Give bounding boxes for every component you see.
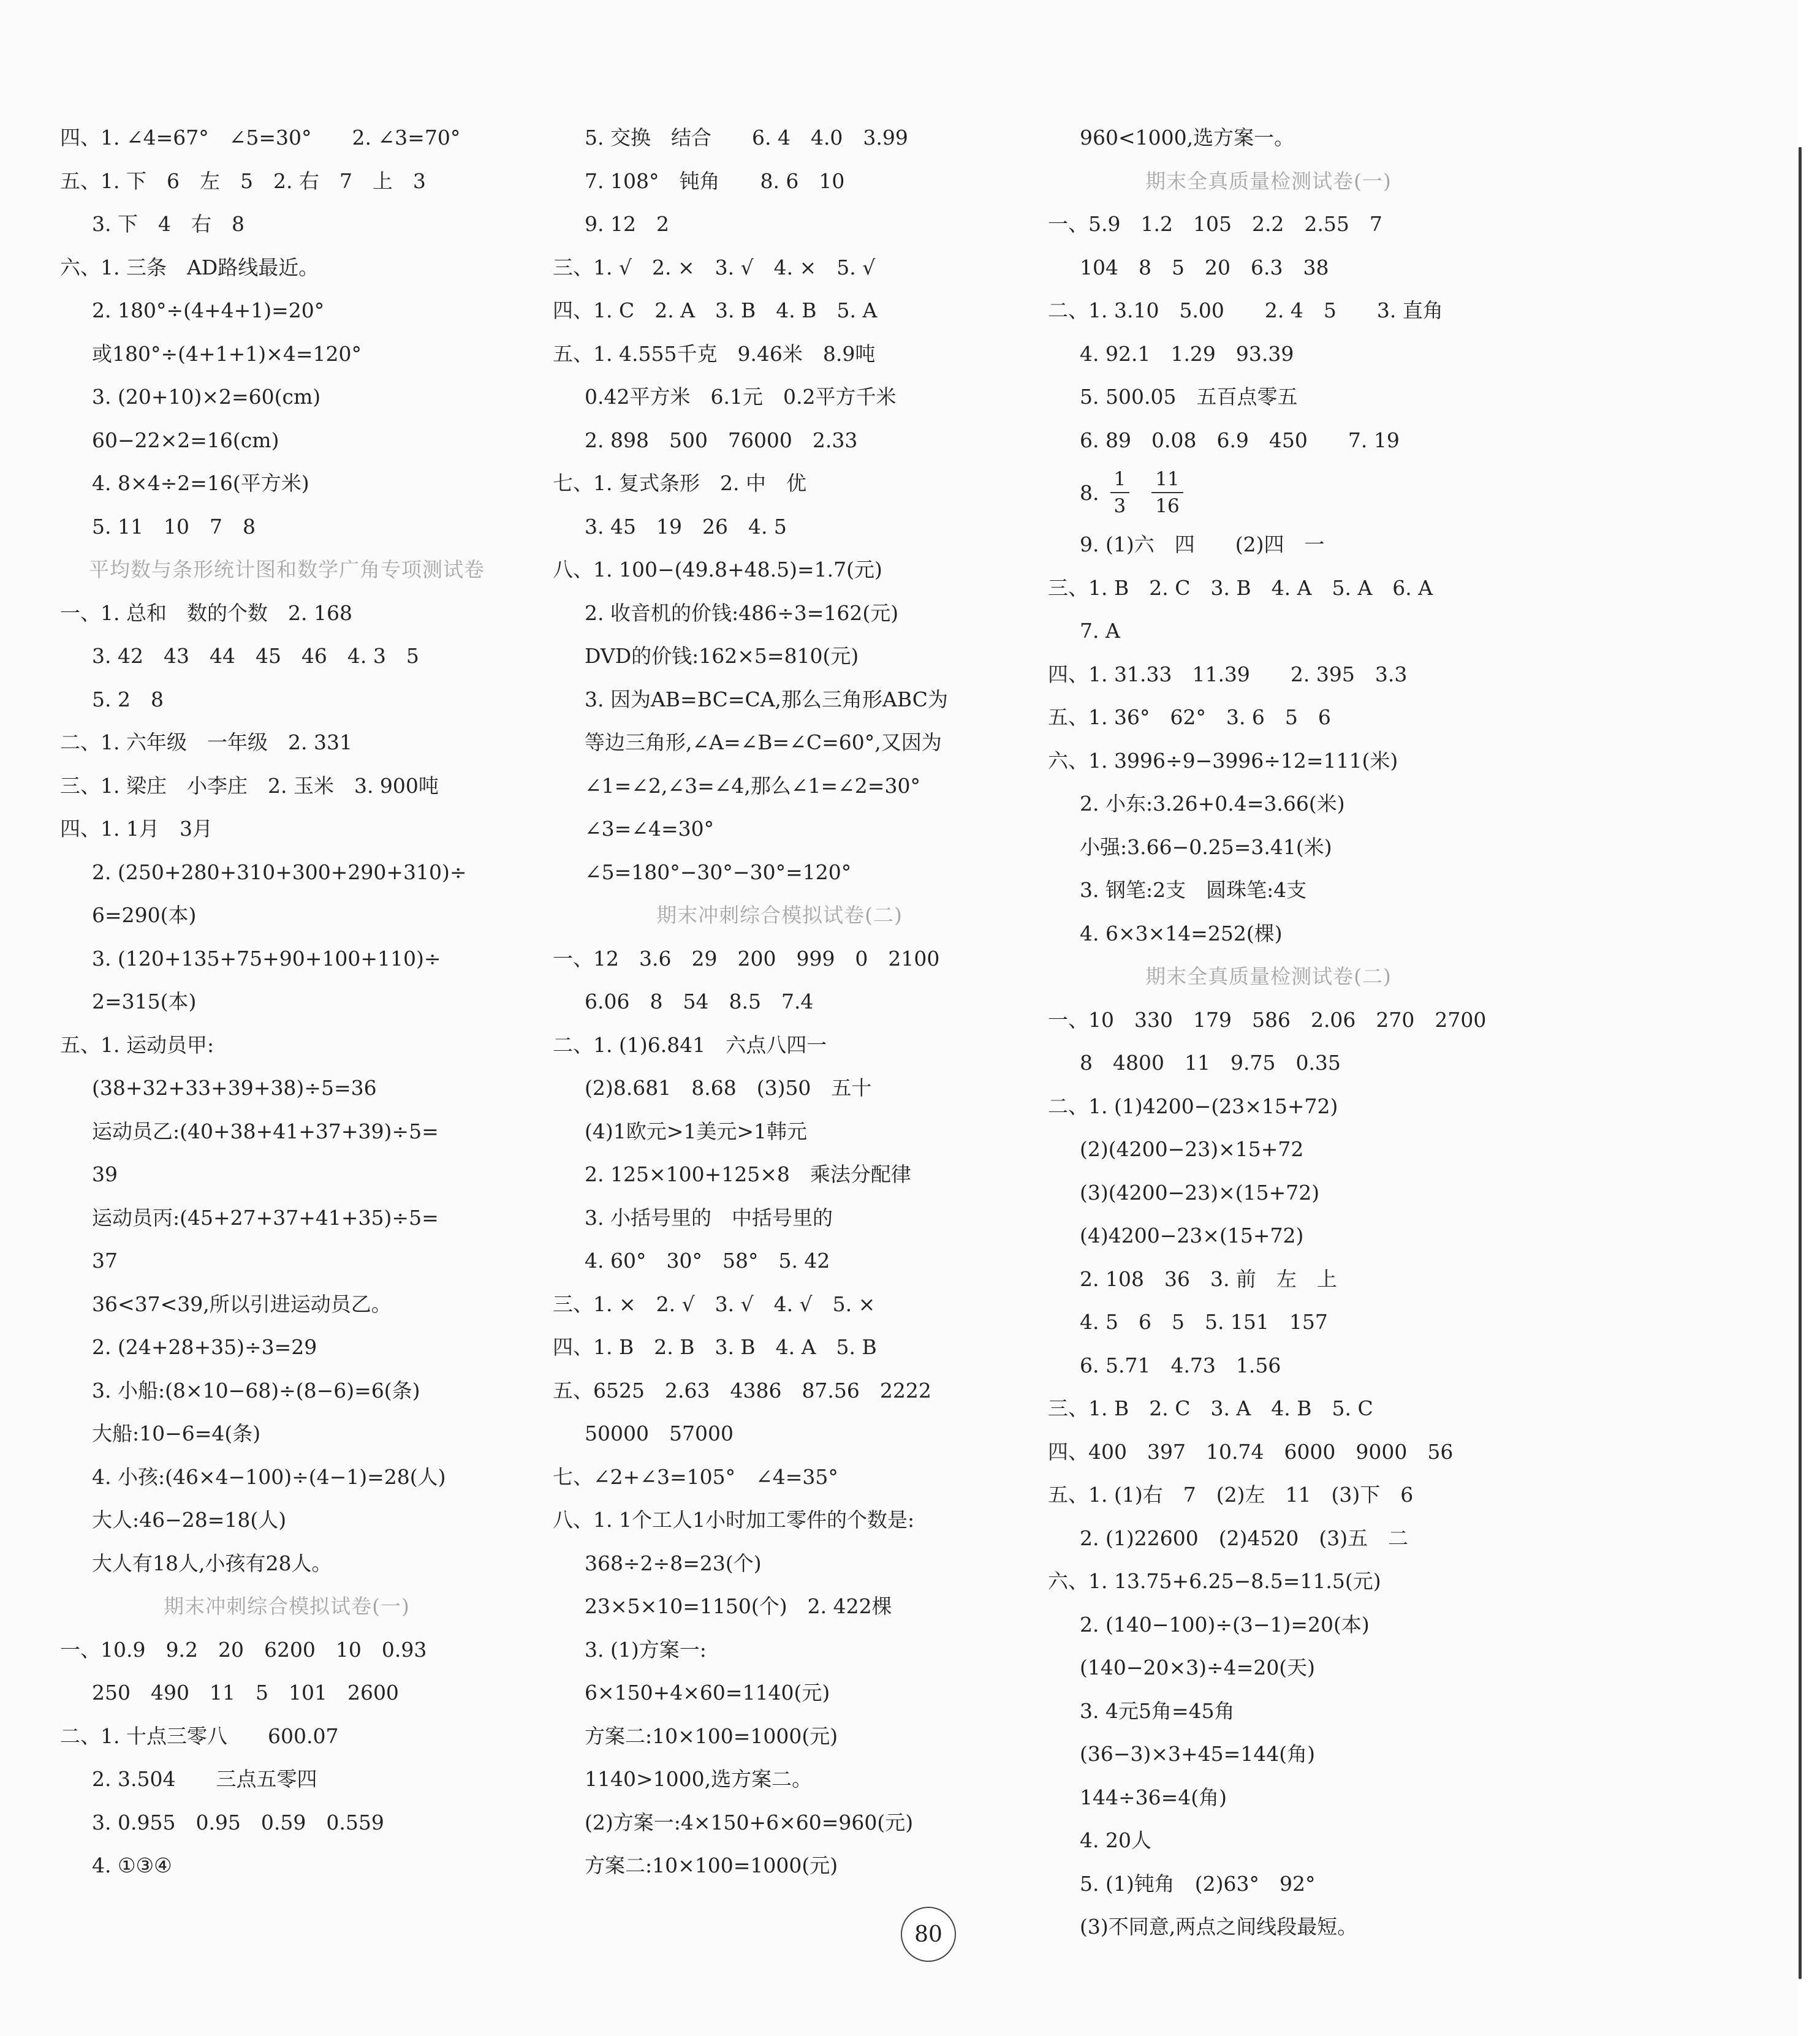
- answer-line: 4. 92.1 1.29 93.39: [1080, 341, 1294, 366]
- answer-line: 4. 小孩:(46×4−100)÷(4−1)=28(人): [92, 1464, 446, 1489]
- answer-line: 5. 交换 结合 6. 4 4.0 3.99: [585, 126, 908, 149]
- answer-line: 大人有18人,小孩有28人。: [92, 1551, 332, 1575]
- answer-line: 2. 108 36 3. 前 左 上: [1080, 1266, 1337, 1291]
- fraction-denominator: 3: [1113, 495, 1126, 517]
- answer-line: 四、1. 1月 3月: [60, 817, 213, 841]
- answer-column-2: [553, 116, 1006, 1888]
- answer-line: 六、1. 3996÷9−3996÷12=111(米): [1048, 748, 1398, 773]
- answer-line: 方案二:10×100=1000(元): [585, 1853, 838, 1877]
- answer-line: 36<37<39,所以引进运动员乙。: [92, 1292, 392, 1316]
- answer-line: 39: [92, 1162, 118, 1186]
- answer-line: (2)(4200−23)×15+72: [1080, 1137, 1304, 1161]
- answer-line: 四、1. B 2. B 3. B 4. A 5. B: [553, 1335, 877, 1359]
- answer-line: (36−3)×3+45=144(角): [1080, 1742, 1316, 1766]
- answer-line: 二、1. (1)6.841 六点八四一: [553, 1032, 827, 1057]
- answer-line: (4)4200−23×(15+72): [1080, 1224, 1304, 1247]
- section-heading: 期末全真质量检测试卷(一): [1145, 168, 1392, 193]
- answer-line: 大人:46−28=18(人): [92, 1508, 287, 1532]
- answer-line: 2. 898 500 76000 2.33: [585, 428, 858, 452]
- answer-line: 4. 6×3×14=252(棵): [1080, 921, 1283, 945]
- answer-line: (2)8.681 8.68 (3)50 五十: [585, 1076, 872, 1100]
- answer-line: 104 8 5 20 6.3 38: [1080, 255, 1329, 279]
- answer-line: 3. 0.955 0.95 0.59 0.559: [92, 1810, 384, 1834]
- answer-line: 六、1. 三条 AD路线最近。: [60, 255, 319, 279]
- answer-line: 一、12 3.6 29 200 999 0 2100: [553, 946, 940, 971]
- answer-line: 一、1. 总和 数的个数 2. 168: [60, 600, 352, 625]
- answer-column-1: [60, 116, 514, 1888]
- answer-line: 9. (1)六 四 (2)四 一: [1080, 532, 1325, 556]
- answer-line: (140−20×3)÷4=20(天): [1080, 1656, 1316, 1679]
- answer-line: 3. 下 4 右 8: [92, 212, 245, 236]
- answer-line: 五、1. 36° 62° 3. 6 5 6: [1048, 705, 1331, 729]
- answer-column-3: [1048, 116, 1489, 1949]
- binding-edge-line: [1799, 147, 1802, 1979]
- answer-line: 6=290(本): [92, 903, 197, 927]
- answer-line: 二、1. 3.10 5.00 2. 4 5 3. 直角: [1048, 298, 1443, 322]
- answer-line: 一、10.9 9.2 20 6200 10 0.93: [60, 1637, 427, 1662]
- answer-line: 2. (140−100)÷(3−1)=20(本): [1080, 1612, 1370, 1637]
- answer-line: 23×5×10=1150(个) 2. 422棵: [585, 1594, 892, 1618]
- answer-line: 7. A: [1080, 619, 1120, 643]
- answer-line: 4. 60° 30° 58° 5. 42: [585, 1249, 830, 1273]
- answer-line: DVD的价钱:162×5=810(元): [585, 644, 859, 668]
- answer-line: 8 4800 11 9.75 0.35: [1080, 1051, 1341, 1075]
- fraction-eleven-sixteenths: [1151, 466, 1183, 519]
- answer-line: 四、1. ∠4=67° ∠5=30° 2. ∠3=70°: [60, 126, 461, 149]
- section-heading: 期末冲刺综合模拟试卷(二): [656, 903, 903, 927]
- answer-line: 3. 钢笔:2支 圆珠笔:4支: [1080, 878, 1307, 902]
- answer-line: 1140>1000,选方案二。: [585, 1767, 813, 1791]
- answer-line: 七、∠2+∠3=105° ∠4=35°: [553, 1464, 838, 1489]
- answer-line: 三、1. B 2. C 3. B 4. A 5. A 6. A: [1048, 575, 1433, 600]
- answer-line: 2. 收音机的价钱:486÷3=162(元): [585, 600, 899, 625]
- answer-line: 2. (24+28+35)÷3=29: [92, 1335, 317, 1359]
- answer-line: 50000 57000: [585, 1421, 734, 1445]
- answer-line: 五、1. 运动员甲:: [60, 1032, 214, 1057]
- answer-line: 37: [92, 1249, 118, 1273]
- answer-line: 运动员丙:(45+27+37+41+35)÷5=: [92, 1205, 439, 1230]
- answer-line: 3. (1)方案一:: [585, 1637, 707, 1662]
- answer-line: 四、1. 31.33 11.39 2. 395 3.3: [1048, 662, 1408, 686]
- answer-line: 七、1. 复式条形 2. 中 优: [553, 471, 806, 495]
- answer-line: 6×150+4×60=1140(元): [585, 1681, 830, 1705]
- answer-line: 五、1. 4.555千克 9.46米 8.9吨: [553, 341, 876, 366]
- page-number: 80: [901, 1907, 956, 1962]
- answer-column-3-top: [1048, 116, 1489, 462]
- answer-line: 一、10 330 179 586 2.06 270 2700: [1048, 1007, 1487, 1032]
- answer-line: 6. 89 0.08 6.9 450 7. 19: [1080, 428, 1400, 452]
- section-heading: 期末冲刺综合模拟试卷(一): [164, 1594, 410, 1618]
- answer-line: 2. 小东:3.26+0.4=3.66(米): [1080, 792, 1345, 816]
- answer-line: 2. (1)22600 (2)4520 (3)五 二: [1080, 1526, 1409, 1550]
- answer-line: 二、1. (1)4200−(23×15+72): [1048, 1094, 1338, 1118]
- answer-line: 三、1. × 2. √ 3. √ 4. √ 5. ×: [553, 1292, 876, 1316]
- answer-line: 960<1000,选方案一。: [1080, 126, 1295, 149]
- fraction-numerator: 1: [1110, 466, 1130, 493]
- answer-line: 3. 4元5角=45角: [1080, 1698, 1235, 1723]
- answer-line: 144÷36=4(角): [1080, 1785, 1227, 1809]
- answer-line: 2=315(本): [92, 990, 197, 1013]
- answer-line: 3. 因为AB=BC=CA,那么三角形ABC为: [585, 687, 948, 711]
- answer-line: 5. 2 8: [92, 687, 164, 711]
- answer-line: 运动员乙:(40+38+41+37+39)÷5=: [92, 1119, 439, 1143]
- fraction-one-third: [1110, 466, 1130, 519]
- answer-line: 八、1. 1个工人1小时加工零件的个数是:: [553, 1508, 915, 1532]
- answer-line: 2. 3.504 三点五零四: [92, 1767, 317, 1791]
- answer-line: (3)(4200−23)×(15+72): [1080, 1180, 1320, 1205]
- answer-line: 六、1. 13.75+6.25−8.5=11.5(元): [1048, 1569, 1381, 1593]
- answer-line: 四、400 397 10.74 6000 9000 56: [1048, 1439, 1454, 1464]
- answer-line: 7. 108° 钝角 8. 6 10: [585, 168, 845, 193]
- answer-line: 368÷2÷8=23(个): [585, 1551, 762, 1575]
- answer-line: 5. (1)钝角 (2)63° 92°: [1080, 1871, 1316, 1896]
- answer-line: 4. 20人: [1080, 1828, 1151, 1852]
- answer-line: 4. ①③④: [92, 1853, 172, 1877]
- answer-line: 小强:3.66−0.25=3.41(米): [1080, 834, 1332, 859]
- answer-line: 0.42平方米 6.1元 0.2平方千米: [585, 385, 897, 409]
- answer-line: 2. 180°÷(4+4+1)=20°: [92, 298, 325, 322]
- answer-line: 四、1. C 2. A 3. B 4. B 5. A: [553, 298, 878, 322]
- answer-line: (38+32+33+39+38)÷5=36: [92, 1076, 377, 1100]
- answer-line: 五、1. (1)右 7 (2)左 11 (3)下 6: [1048, 1483, 1414, 1507]
- answer-line: 五、1. 下 6 左 5 2. 右 7 上 3: [60, 168, 426, 193]
- answer-line: 三、1. B 2. C 3. A 4. B 5. C: [1048, 1396, 1373, 1420]
- answer-line: 三、1. √ 2. × 3. √ 4. × 5. √: [553, 255, 876, 279]
- section-heading: 平均数与条形统计图和数学广角专项测试卷: [89, 558, 485, 581]
- answer-line: ∠5=180°−30°−30°=120°: [585, 860, 852, 884]
- answer-line: 一、5.9 1.2 105 2.2 2.55 7: [1048, 212, 1382, 236]
- answer-line: 3. 小括号里的 中括号里的: [585, 1205, 833, 1230]
- answer-line: 3. 45 19 26 4. 5: [585, 514, 787, 539]
- fraction-answer-line: [1048, 462, 1489, 523]
- answer-line: 二、1. 十点三零八 600.07: [60, 1724, 339, 1748]
- answer-line: (4)1欧元>1美元>1韩元: [585, 1119, 808, 1143]
- answer-line: 方案二:10×100=1000(元): [585, 1724, 838, 1748]
- answer-line: 二、1. 六年级 一年级 2. 331: [60, 730, 352, 754]
- answer-line: (2)方案一:4×150+6×60=960(元): [585, 1810, 914, 1834]
- answer-line: 3. (120+135+75+90+100+110)÷: [92, 946, 441, 971]
- answer-line: 9. 12 2: [585, 212, 669, 236]
- answer-line: 3. 小船:(8×10−68)÷(8−6)=6(条): [92, 1378, 420, 1402]
- answer-line: 60−22×2=16(cm): [92, 428, 279, 452]
- answer-line: 2. 125×100+125×8 乘法分配律: [585, 1162, 911, 1186]
- answer-line: 或180°÷(4+1+1)×4=120°: [92, 341, 362, 366]
- answer-line: 6.06 8 54 8.5 7.4: [585, 990, 814, 1013]
- answer-line: 3. 42 43 44 45 46 4. 3 5: [92, 644, 419, 668]
- answer-line: 4. 8×4÷2=16(平方米): [92, 471, 309, 495]
- answer-line: (3)不同意,两点之间线段最短。: [1080, 1915, 1358, 1939]
- answer-line: ∠3=∠4=30°: [585, 817, 715, 841]
- fraction-denominator: 16: [1155, 495, 1180, 517]
- answer-line: 大船:10−6=4(条): [92, 1421, 261, 1445]
- answer-line: 5. 11 10 7 8: [92, 514, 256, 539]
- answer-line: 2. (250+280+310+300+290+310)÷: [92, 860, 467, 884]
- answer-line: 6. 5.71 4.73 1.56: [1080, 1353, 1281, 1377]
- answer-line: ∠1=∠2,∠3=∠4,那么∠1=∠2=30°: [585, 773, 920, 798]
- answer-column-3-bottom: [1048, 523, 1489, 1949]
- answer-line: 250 490 11 5 101 2600: [92, 1681, 399, 1705]
- answer-line: 八、1. 100−(49.8+48.5)=1.7(元): [553, 558, 882, 581]
- fraction-numerator: 11: [1151, 466, 1183, 493]
- fraction-line-label: 8.: [1080, 480, 1099, 505]
- answer-line: 4. 5 6 5 5. 151 157: [1080, 1310, 1328, 1334]
- answer-line: 三、1. 梁庄 小李庄 2. 玉米 3. 900吨: [60, 773, 439, 798]
- answer-line: 等边三角形,∠A=∠B=∠C=60°,又因为: [585, 730, 942, 754]
- answer-line: 五、6525 2.63 4386 87.56 2222: [553, 1378, 931, 1402]
- answer-line: 3. (20+10)×2=60(cm): [92, 385, 321, 409]
- answer-line: 5. 500.05 五百点零五: [1080, 385, 1298, 409]
- section-heading: 期末全真质量检测试卷(二): [1145, 964, 1392, 988]
